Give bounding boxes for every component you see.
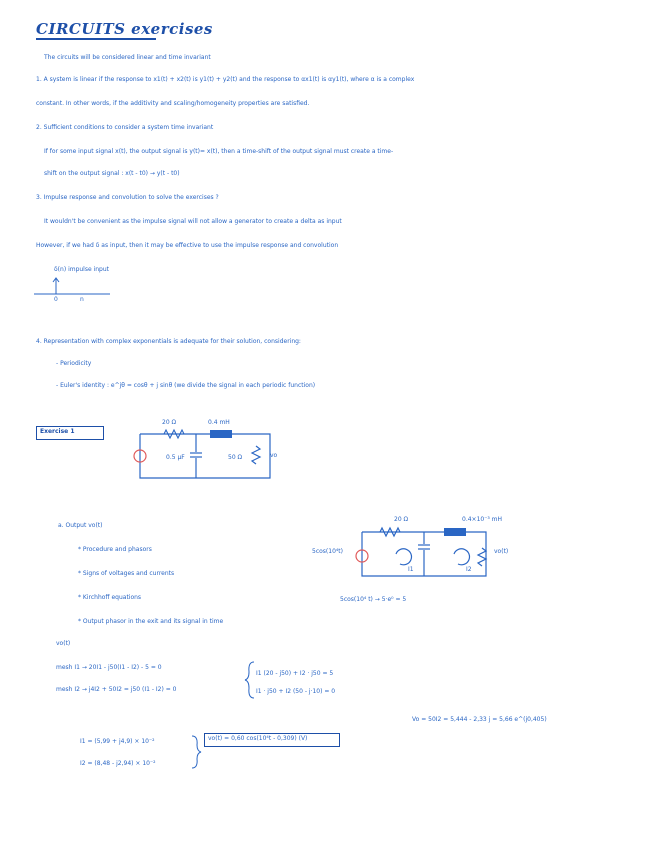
page-title: CIRCUITS exercises: [36, 20, 213, 38]
point-3-heading: 3. Impulse response and convolution to solve the exercises ?: [36, 194, 219, 201]
i1-result: I1 = (5,99 + j4,9) × 10⁻²: [80, 738, 155, 745]
phasor-conversion: 5cos(10⁴ t) → 5·e⁰ = 5: [340, 596, 407, 603]
mesh-2-equation: mesh I2 → j4I2 + 50I2 = j50 (I1 - I2) = 0: [56, 686, 177, 693]
final-result: vo(t) = 0,60 cos(10⁴t - 0,309) (V): [208, 735, 308, 742]
point-3-line-2: However, if we had δ as input, then it may be effective to use the impulse response and convolution: [36, 242, 339, 249]
exercise-1-label: Exercise 1: [40, 428, 75, 435]
point-4-periodicity: - Periodicity: [56, 360, 92, 367]
point-2-line-1: If for some input signal x(t), the output signal is y(t)= x(t), then a time-shift of the output signal must create a time-: [44, 148, 394, 155]
part-a-heading: a. Output vo(t): [58, 522, 103, 529]
impulse-tick-n: n: [80, 296, 84, 303]
circuit-2-source: 5cos(10⁴t): [312, 548, 343, 555]
results-brace: [190, 734, 202, 770]
circuit-1-inductor: 0.4 mH: [208, 419, 230, 426]
point-3-line-1: It wouldn't be convenient as the impulse signal will not allow a generator to create a delta as input: [44, 218, 342, 225]
intro-text: The circuits will be considered linear and time invariant: [44, 54, 211, 61]
circuit-2-inductor: 0.4×10⁻³ mH: [462, 516, 503, 523]
step-4: * Output phasor in the exit and its signal in time: [78, 618, 224, 625]
title-underline: [36, 38, 156, 40]
mesh-1-equation: mesh I1 → 20I1 - j50(I1 - I2) - 5 = 0: [56, 664, 162, 671]
circuit-2-diagram: [352, 520, 502, 584]
point-1-line-2: constant. In other words, if the additivity and scaling/homogeneity properties are satisfied.: [36, 100, 310, 107]
impulse-label: δ(n) impulse input: [54, 266, 110, 273]
step-1: * Procedure and phasors: [78, 546, 152, 553]
circuit-1-r1: 20 Ω: [162, 419, 177, 426]
point-1-line-1: 1. A system is linear if the response to x1(t) + x2(t) is y1(t) + y2(t) and the response to αx1(t) is αy1(t), where α is a complex: [36, 76, 415, 83]
point-2-line-2: shift on the output signal : x(t - t0) → y(t - t0): [44, 170, 180, 177]
impulse-tick-0: 0: [54, 296, 58, 303]
impulse-plot: [34, 276, 114, 304]
step-3: * Kirchhoff equations: [78, 594, 142, 601]
circuit-2-mesh-i2: I2: [466, 566, 472, 573]
system-equation-2: I1 · j50 + I2 (50 - j·10) = 0: [256, 688, 336, 695]
circuit-1-capacitor: 0.5 µF: [166, 454, 185, 461]
circuit-1-r2: 50 Ω: [228, 454, 243, 461]
circuit-1-diagram: [130, 420, 280, 484]
circuit-1-vo: vo: [270, 452, 278, 459]
circuit-2-r1: 20 Ω: [394, 516, 409, 523]
point-4-heading: 4. Representation with complex exponentials is adequate for their solution, considering:: [36, 338, 301, 345]
i2-result: I2 = (8,48 - j2,94) × 10⁻²: [80, 760, 156, 767]
circuit-2-mesh-i1: I1: [408, 566, 414, 573]
system-equation-1: I1 (20 - j50) + I2 · j50 = 5: [256, 670, 334, 677]
circuit-2-vo: vo(t): [494, 548, 509, 555]
point-4-euler: - Euler's identity : e^jθ = cosθ + j sinθ (we divide the signal in each periodic function): [56, 382, 316, 389]
vo-t-label: vo(t): [56, 640, 71, 647]
point-2-heading: 2. Sufficient conditions to consider a system time invariant: [36, 124, 214, 131]
step-2: * Signs of voltages and currents: [78, 570, 175, 577]
vo-phasor-result: Vo = 50I2 = 5,444 - 2,33 j = 5,66 e^(j0,405): [412, 716, 547, 723]
